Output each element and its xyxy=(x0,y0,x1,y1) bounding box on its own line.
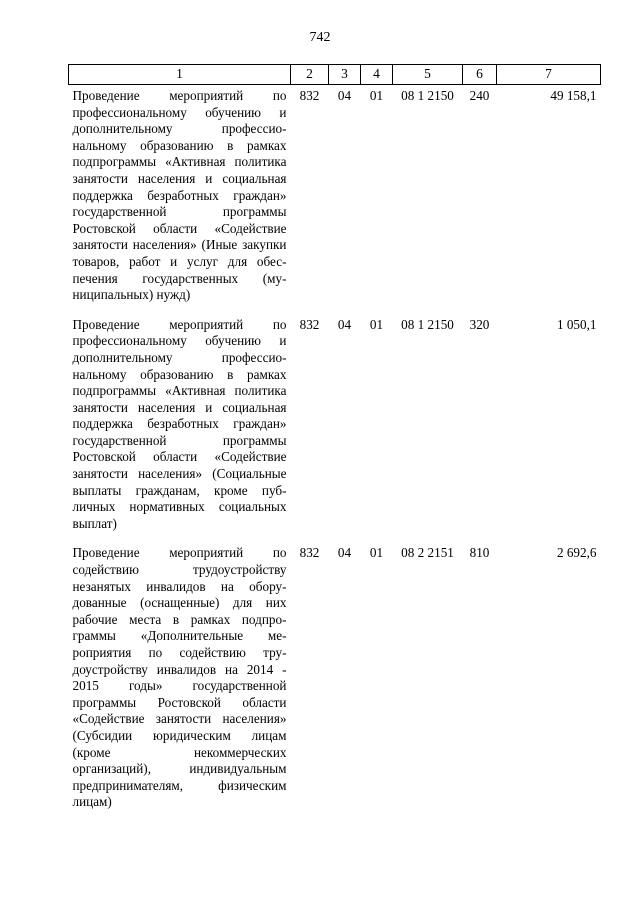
column-header-2: 2 xyxy=(291,65,329,85)
column-header-7: 7 xyxy=(497,65,601,85)
row-section-code: 04 xyxy=(337,545,352,561)
column-header-4: 4 xyxy=(361,65,393,85)
table-row xyxy=(69,542,601,821)
table-row xyxy=(69,85,601,314)
column-header-6: 6 xyxy=(463,65,497,85)
row-description: Проведение мероприятий по профессиональному обучению и дополнительному профессиональному образованию в рамках подпрограммы «Активная политика занятости населения и социальная поддержка безработных граждан» государственной программы Ростовской области «Содействие занятости населения» (Иные закупки товаров, работ и услуг для обеспечения государственных (муниципальных) нужд) xyxy=(72,88,287,303)
row-description: Проведение мероприятий по содействию трудоустройству незанятых инвалидов на оборудованные (оснащенные) для них рабочие места в рамках подпрограммы «Дополнительные мероприятия по содействию трудоустройству инвалидов на 2014 - 2015 годы» государственной программы Ростовской области «Содействие занятости населения» (Субсидии юридическим лицам (кроме некоммерческих организаций), индивидуальным предпринимателям, физическим лицам) xyxy=(72,545,287,810)
row-expense-type: 320 xyxy=(469,316,490,332)
row-expense-type: 240 xyxy=(469,88,490,103)
column-header-1: 1 xyxy=(69,65,291,85)
row-subsection-code: 01 xyxy=(369,545,384,561)
row-amount: 1 050,1 xyxy=(556,316,597,332)
page-number: 742 xyxy=(309,30,331,45)
row-target-article: 08 1 2150 xyxy=(401,88,454,103)
column-header-5: 5 xyxy=(393,65,463,85)
row-subsection-code: 01 xyxy=(369,88,384,103)
row-expense-type: 810 xyxy=(469,545,490,561)
column-header-3: 3 xyxy=(329,65,361,85)
row-target-article: 08 2 2151 xyxy=(401,545,454,561)
row-description: Проведение мероприятий по профессиональному обучению и дополнительному профессиональному образованию в рамках подпрограммы «Активная политика занятости населения и социальная поддержка безработных граждан» государственной программы Ростовской области «Содействие занятости населения» (Социальные выплаты гражданам, кроме публичных нормативных социальных выплат) xyxy=(72,316,287,531)
row-target-article: 08 1 2150 xyxy=(401,316,454,332)
row-amount: 49 158,1 xyxy=(550,88,597,103)
table-row xyxy=(69,314,601,543)
row-section-code: 04 xyxy=(337,88,352,103)
row-subsection-code: 01 xyxy=(369,316,384,332)
row-amount: 2 692,6 xyxy=(556,545,597,561)
row-ministry-code: 832 xyxy=(299,316,320,332)
row-section-code: 04 xyxy=(337,316,352,332)
budget-table xyxy=(68,64,601,821)
row-ministry-code: 832 xyxy=(299,88,320,103)
header-row xyxy=(69,65,601,85)
row-ministry-code: 832 xyxy=(299,545,320,561)
